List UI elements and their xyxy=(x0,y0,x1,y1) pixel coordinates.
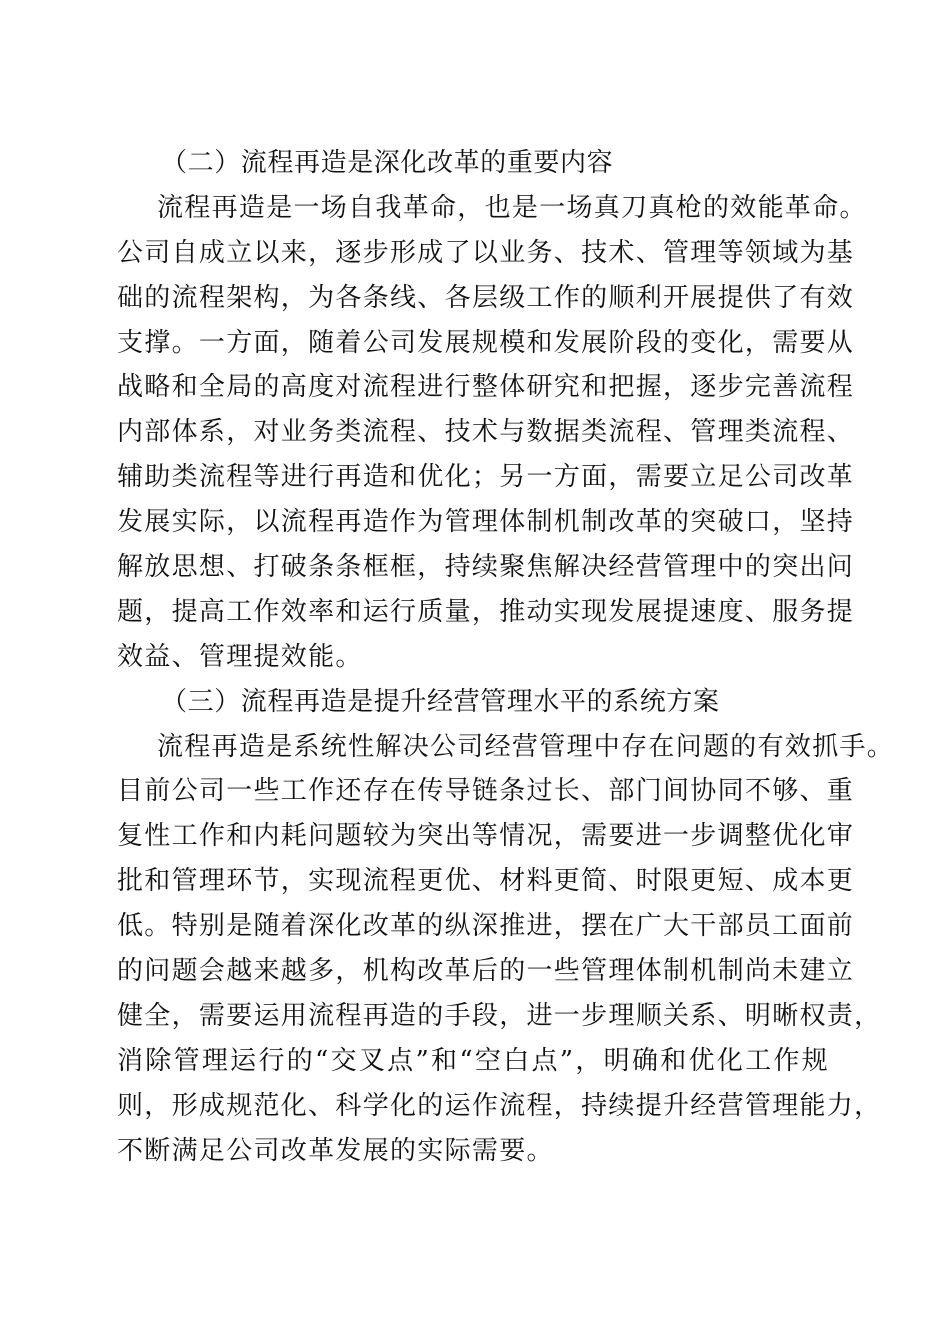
paragraph-line: 目前公司一些工作还存在传导链条过长、部门间协同不够、重 xyxy=(117,776,855,807)
paragraph-line: 内部体系，对业务类流程、技术与数据类流程、管理类流程、 xyxy=(117,417,855,448)
paragraph-line: 消除管理运行的“交叉点”和“空白点”，明确和优化工作规 xyxy=(117,1045,829,1076)
paragraph-line: 题，提高工作效率和运行质量，推动实现发展提速度、服务提 xyxy=(117,596,855,627)
paragraph-line: 流程再造是一场自我革命，也是一场真刀真枪的效能革命。 xyxy=(157,192,867,223)
paragraph-line: 不断满足公司改革发展的实际需要。 xyxy=(117,1135,554,1166)
paragraph-line: 发展实际，以流程再造作为管理体制机制改革的突破口，坚持 xyxy=(117,507,855,538)
paragraph-line: 流程再造是系统性解决公司经营管理中存在问题的有效抓手。 xyxy=(157,731,895,762)
paragraph-line: 效益、管理提效能。 xyxy=(117,641,363,672)
paragraph-line: 支撑。一方面，随着公司发展规模和发展阶段的变化，需要从 xyxy=(117,327,855,358)
paragraph-line: 解放思想、打破条条框框，持续聚焦解决经营管理中的突出问 xyxy=(117,552,855,583)
paragraph-line: 公司自成立以来，逐步形成了以业务、技术、管理等领域为基 xyxy=(117,237,855,268)
paragraph-line: 则，形成规范化、科学化的运作流程，持续提升经营管理能力， xyxy=(117,1090,882,1121)
paragraph-line: 础的流程架构，为各条线、各层级工作的顺利开展提供了有效 xyxy=(117,282,855,313)
paragraph-line: 战略和全局的高度对流程进行整体研究和把握，逐步完善流程 xyxy=(117,372,855,403)
paragraph-line: 复性工作和内耗问题较为突出等情况，需要进一步调整优化审 xyxy=(117,821,855,852)
section-heading-2: （二）流程再造是深化改革的重要内容 xyxy=(161,148,614,178)
paragraph-line: 批和管理环节，实现流程更优、材料更简、时限更短、成本更 xyxy=(117,866,855,897)
paragraph-line: 的问题会越来越多，机构改革后的一些管理体制机制尚未建立 xyxy=(117,956,855,987)
paragraph-line: 低。特别是随着深化改革的纵深推进，摆在广大干部员工面前 xyxy=(117,911,855,942)
section-heading-3: （三）流程再造是提升经营管理水平的系统方案 xyxy=(161,686,720,717)
paragraph-line: 健全，需要运用流程再造的手段，进一步理顺关系、明晰权责， xyxy=(117,1000,882,1031)
document-body xyxy=(117,141,895,1173)
paragraph-line: 辅助类流程等进行再造和优化；另一方面，需要立足公司改革 xyxy=(117,462,855,493)
